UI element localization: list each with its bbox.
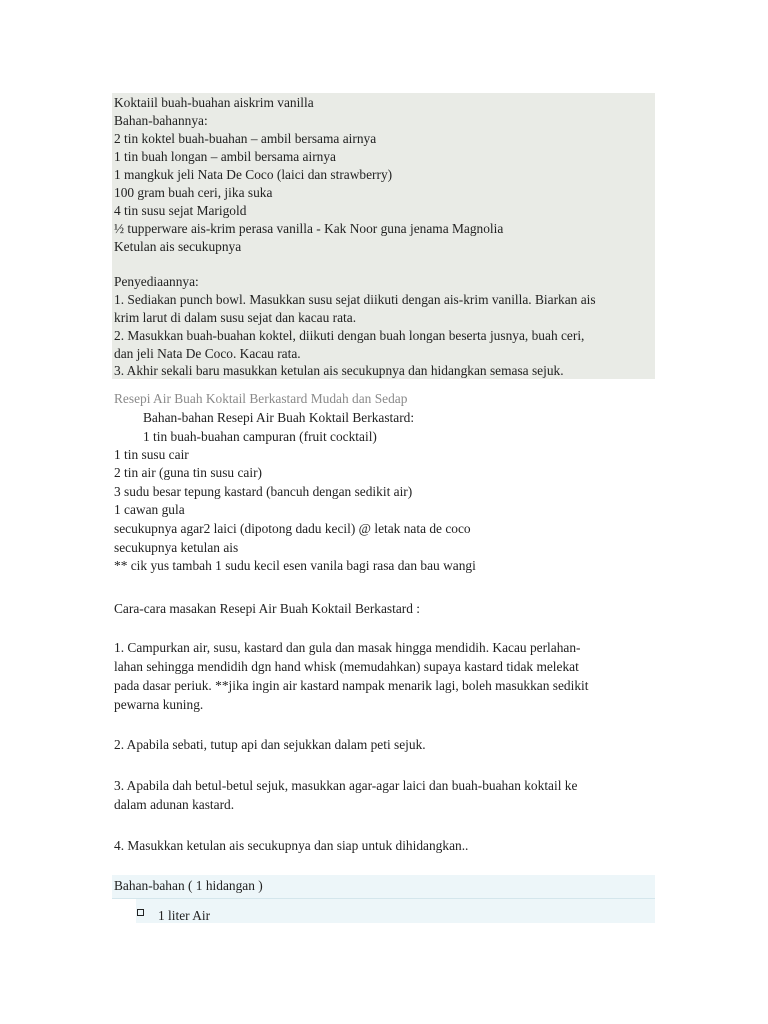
recipe2-ingredient: 2 tin air (guna tin susu cair)	[114, 465, 263, 480]
recipe2-ingredient: ** cik yus tambah 1 sudu kecil esen vanila bagi rasa dan bau wangi	[114, 558, 476, 573]
recipe1-step-line: 3. Akhir sekali baru masukkan ketulan ais secukupnya dan hidangkan semasa sejuk.	[114, 363, 564, 378]
recipe2-first-ingredient: 1 tin buah-buahan campuran (fruit cocktail)	[143, 429, 377, 444]
recipe1-ingredient: ½ tupperware ais-krim perasa vanilla - Kak Noor guna jenama Magnolia	[114, 221, 504, 236]
recipe1-ingredient: 1 tin buah longan – ambil bersama airnya	[114, 149, 336, 164]
recipe2-step2: 2. Apabila sebati, tutup api dan sejukkan dalam peti sejuk.	[114, 737, 426, 752]
checkbox-bullet-icon	[137, 909, 144, 916]
recipe2-step1-line: lahan sehingga mendidih dgn hand whisk (memudahkan) supaya kastard tidak melekat	[114, 659, 579, 674]
recipe1-ingredient: 100 gram buah ceri, jika suka	[114, 185, 273, 200]
recipe1-ingredient: Ketulan ais secukupnya	[114, 239, 242, 254]
recipe1-ingredient: 4 tin susu sejat Marigold	[114, 203, 247, 218]
recipe1-ingredient: 2 tin koktel buah-buahan – ambil bersama airnya	[114, 131, 377, 146]
recipe1-step-line: 2. Masukkan buah-buahan koktel, diikuti dengan buah longan beserta jusnya, buah ceri,	[114, 328, 585, 343]
recipe3-list-item: 1 liter Air	[158, 908, 211, 923]
recipe2-step1-line: pada dasar periuk. **jika ingin air kastard nampak menarik lagi, boleh masukkan sedikit	[114, 678, 589, 693]
recipe2-step1-line: pewarna kuning.	[114, 697, 204, 712]
recipe3-heading: Bahan-bahan ( 1 hidangan )	[114, 878, 263, 893]
recipe2-ingredient: secukupnya agar2 laici (dipotong dadu kecil) @ letak nata de coco	[114, 521, 471, 536]
recipe2-ingredient: secukupnya ketulan ais	[114, 540, 239, 555]
recipe2-ingredient: 1 tin susu cair	[114, 447, 189, 462]
recipe1-title: Koktaiil buah-buahan aiskrim vanilla	[114, 95, 314, 110]
recipe1-step-line: dan jeli Nata De Coco. Kacau rata.	[114, 346, 301, 361]
recipe2-step3-line: 3. Apabila dah betul-betul sejuk, masukkan agar-agar laici dan buah-buahan koktail ke	[114, 778, 578, 793]
recipe1-step-line: krim larut di dalam susu sejat dan kacau rata.	[114, 310, 357, 325]
recipe1-ingredients-heading: Bahan-bahannya:	[114, 113, 208, 128]
recipe2-step4: 4. Masukkan ketulan ais secukupnya dan siap untuk dihidangkan..	[114, 838, 469, 853]
recipe2-ingredient: 3 sudu besar tepung kastard (bancuh dengan sedikit air)	[114, 484, 413, 499]
recipe2-step3-line: dalam adunan kastard.	[114, 797, 235, 812]
recipe1-ingredient: 1 mangkuk jeli Nata De Coco (laici dan strawberry)	[114, 167, 393, 182]
recipe1-method-heading: Penyediaannya:	[114, 274, 199, 289]
recipe1-step-line: 1. Sediakan punch bowl. Masukkan susu sejat diikuti dengan ais-krim vanilla. Biarkan ais	[114, 292, 596, 307]
recipe2-method-heading: Cara-cara masakan Resepi Air Buah Koktail Berkastard :	[114, 601, 421, 616]
recipe2-ingredients-heading: Bahan-bahan Resepi Air Buah Koktail Berkastard:	[143, 410, 415, 425]
recipe2-ingredient: 1 cawan gula	[114, 502, 185, 517]
recipe2-title: Resepi Air Buah Koktail Berkastard Mudah dan Sedap	[114, 391, 408, 406]
recipe2-step1-line: 1. Campurkan air, susu, kastard dan gula dan masak hingga mendidih. Kacau perlahan-	[114, 640, 581, 655]
